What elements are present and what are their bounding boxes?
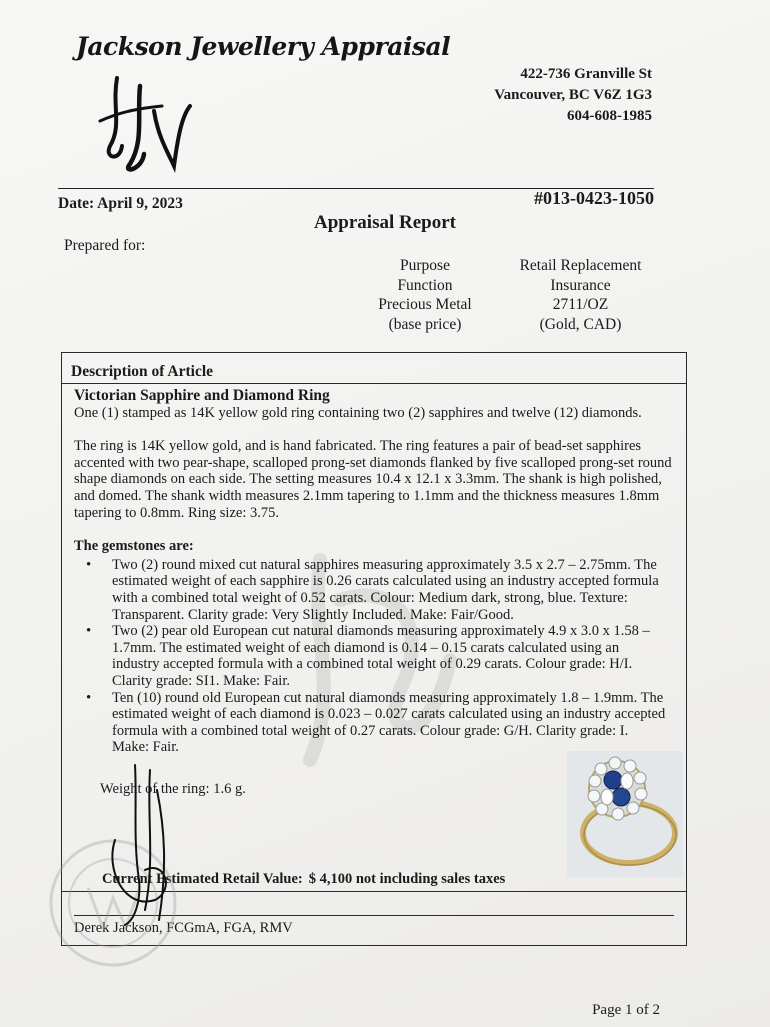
- meta-label: Purpose: [400, 257, 450, 274]
- description-content: [74, 388, 672, 756]
- jj-monogram-logo: [92, 66, 202, 176]
- appraisal-meta: [350, 256, 657, 334]
- meta-label: (base price): [388, 315, 462, 333]
- report-title: Appraisal Report: [314, 212, 456, 233]
- gemstone-item: • Two (2) round mixed cut natural sapphires measuring approximately 3.5 x 2.7 – 2.75mm. The estimated weight of each sapphire is 0.26 carats calculated using an industry accepted formula with a combined total weight of 0.52 carats. Colour: Medium dark, strong, blue. Texture: Transparent. Clarity grade: Very Slightly Included. Make: Fair/Good.: [74, 557, 667, 623]
- meta-row: [350, 256, 657, 276]
- meta-row: [350, 295, 657, 315]
- meta-row: [350, 276, 657, 296]
- gemstone-item: • Two (2) pear old European cut natural diamonds measuring approximately 4.9 x 3.0 x 1.58 – 1.7mm. The estimated weight of each diamond is 0.14 – 0.15 carats calculated using an industry accepted formula with a combined total weight of 0.29 carats. Colour grade: H/I. Clarity grade: SI1. Make: Fair.: [74, 623, 667, 689]
- ring-photo: [567, 751, 683, 877]
- meta-label: Function: [397, 276, 453, 294]
- company-address: [494, 64, 652, 127]
- report-number: #013-0423-1050: [534, 188, 654, 208]
- gemstone-item: • Ten (10) round old European cut natural diamonds measuring approximately 1.8 – 1.9mm. The estimated weight of each diamond is 0.023 – 0.027 carats calculated using an industry accepted formula with a combined total weight of 0.27 carats. Colour grade: G/H. Clarity grade: I. Make: Fair.: [74, 690, 667, 756]
- value-amount: $ 4,100 not including sales taxes: [308, 871, 506, 887]
- gemstone-list: [74, 557, 672, 756]
- value-label: Current Estimated Retail Value:: [102, 871, 303, 887]
- meta-value: Insurance: [550, 276, 611, 294]
- brand-name: Jackson Jewellery Appraisal: [76, 32, 451, 61]
- report-date: Date: April 9, 2023: [58, 195, 183, 212]
- meta-value: 2711/OZ: [552, 296, 609, 313]
- meta-value: (Gold, CAD): [539, 315, 622, 333]
- address-line-street: 422-736 Granville St: [520, 66, 652, 82]
- description-heading: Description of Article: [62, 353, 686, 384]
- meta-value: Retail Replacement: [519, 257, 642, 274]
- signer-line: Derek Jackson, FCGmA, FGA, RMV: [74, 915, 674, 937]
- meta-label: Precious Metal: [378, 296, 472, 313]
- prepared-for-label: Prepared for:: [64, 237, 146, 254]
- gemstones-heading: The gemstones are:: [74, 538, 194, 555]
- address-line-city: Vancouver, BC V6Z 1G3: [494, 87, 652, 103]
- handwritten-signature: [95, 760, 185, 930]
- item-title: Victorian Sapphire and Diamond Ring: [74, 387, 330, 404]
- meta-row: [350, 315, 657, 335]
- ring-weight: Weight of the ring: 1.6 g.: [100, 781, 246, 797]
- item-summary: One (1) stamped as 14K yellow gold ring containing two (2) sapphires and twelve (12) diamonds.: [74, 404, 642, 421]
- item-description: The ring is 14K yellow gold, and is hand fabricated. The ring features a pair of bead-set sapphires accented with two pear-shape, scalloped prong-set diamonds flanked by five scalloped prong-set round shape diamonds on each side. The setting measures 10.4 x 12.1 x 3.3mm. The shank is high polished, and domed. The shank width measures 2.1mm tapering to 1.1mm and the thickness measures 1.8mm tapering to 0.8mm. Ring size: 3.75.: [74, 438, 672, 521]
- page-number: Page 1 of 2: [592, 1002, 660, 1018]
- address-line-phone: 604-608-1985: [567, 108, 652, 124]
